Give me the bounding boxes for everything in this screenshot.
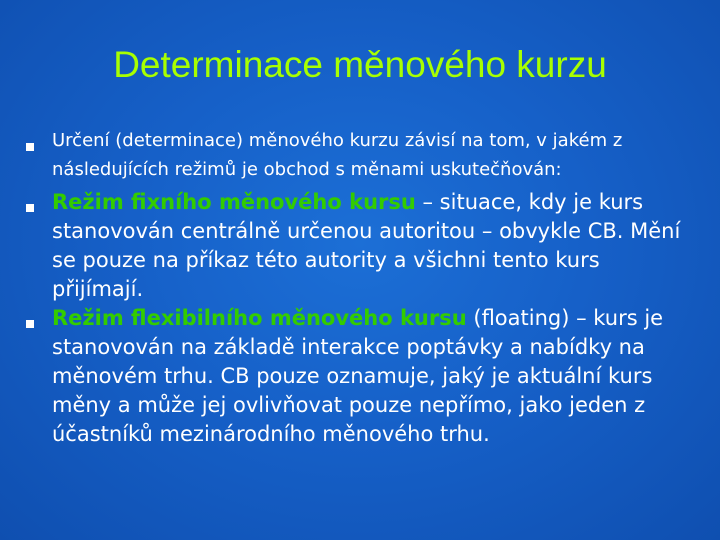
slide-title: Determinace měnového kurzu (113, 44, 607, 85)
bullet-list (24, 126, 696, 449)
bullet-text: (floating) – kurs je stanovován na základě interakce poptávky a nabídky na měnovém trhu. CB pouze oznamuje, jaký je aktuální kurs měny a může jej ovlivňovat pouze nepřímo, jako jeden z účastníků mezinárodního měnového trhu. (52, 306, 664, 446)
bullet-text: – situace, kdy je kurs stanovován centrálně určenou autoritou – obvykle CB. Mění se pouze na příkaz této autority a všichni tento kurs přijímají. (52, 190, 681, 301)
square-bullet-icon (26, 143, 34, 151)
square-bullet-icon (26, 320, 34, 328)
bullet-item-determination (24, 126, 696, 184)
bullet-highlight-term: Režim flexibilního měnového kursu (52, 306, 467, 330)
bullet-item-fixed-regime (24, 188, 696, 304)
bullet-highlight-term: Režim fixního měnového kursu (52, 190, 416, 214)
bullet-text: Určení (determinace) měnového kurzu závisí na tom, v jakém z následujících režimů je obchod s měnami uskutečňován: (52, 130, 623, 180)
bullet-item-floating-regime (24, 304, 696, 449)
square-bullet-icon (26, 204, 34, 212)
